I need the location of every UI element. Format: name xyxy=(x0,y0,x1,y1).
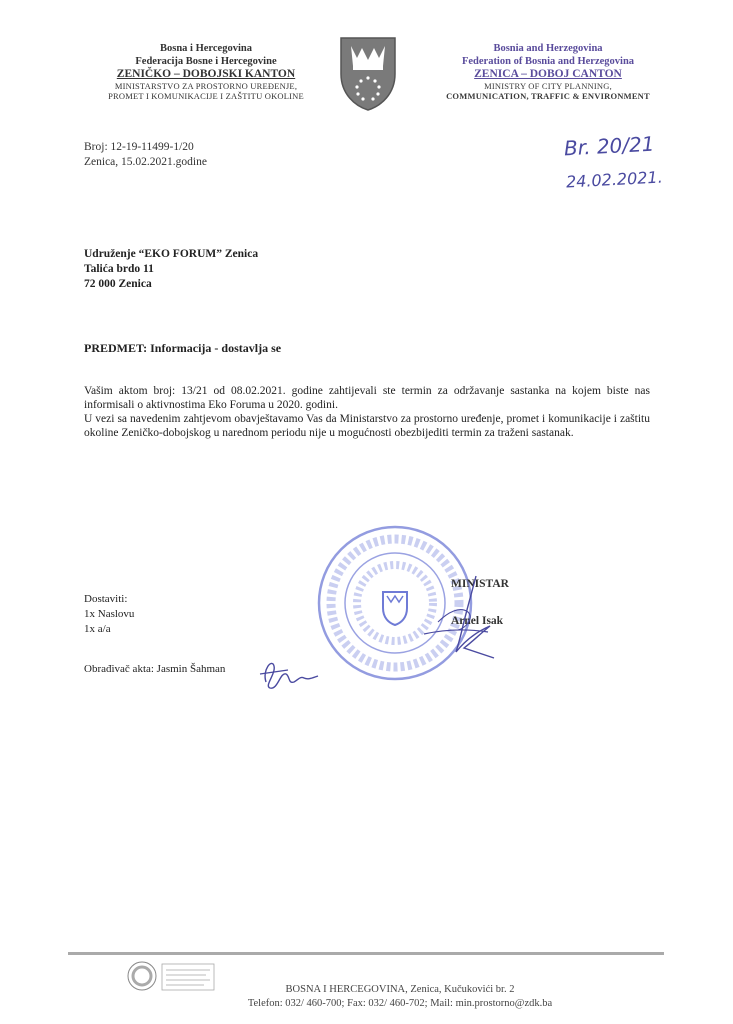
document-number: Broj: 12-19-11499-1/20 xyxy=(84,141,194,153)
minister-title: MINISTAR xyxy=(451,578,509,590)
header-right-country: Bosnia and Herzegovina xyxy=(493,43,603,54)
header-left-country: Bosna i Hercegovina xyxy=(160,43,252,54)
header-left xyxy=(70,42,342,101)
header-left-federation: Federacija Bosne i Hercegovine xyxy=(135,56,277,67)
letter-body xyxy=(84,384,650,440)
footer-contact: Telefon: 032/ 460-700; Fax: 032/ 460-702; Mail: min.prostorno@zdk.ba xyxy=(247,998,553,1009)
handwritten-reg-date: 24.02.2021. xyxy=(565,167,664,192)
footer-address: BOSNA I HERCEGOVINA, Zenica, Kučukovići br. 2 xyxy=(285,984,515,995)
header-right xyxy=(418,42,678,101)
header-left-ministry-1: MINISTARSTVO ZA PROSTORNO UREĐENJE, xyxy=(114,81,298,91)
delivery-list xyxy=(84,592,134,637)
recipient-line-2: Talića brdo 11 xyxy=(84,263,154,275)
handwritten-reg-number: Br. 20/21 xyxy=(563,131,656,161)
body-paragraph-1: Vašim aktom broj: 13/21 od 08.02.2021. godine zahtijevali ste termin za održavanje sastanka na kojem biste nas informisali o aktivnostima Eko Foruma u 2020. godini. xyxy=(84,385,650,411)
recipient-address xyxy=(84,247,258,292)
delivery-title: Dostaviti: xyxy=(84,593,128,605)
recipient-line-3: 72 000 Zenica xyxy=(84,278,152,290)
minister-name: Arnel Isak xyxy=(451,615,504,627)
document-meta xyxy=(84,140,207,170)
footer-divider xyxy=(68,952,664,955)
minister-signature xyxy=(418,572,508,667)
body-paragraph-2: U vezi sa navedenim zahtjevom obavještavamo Vas da Ministarstvo za prostorno uređenje, promet i komunikacije i zaštitu okoline Zeničko-dobojskog u narednom periodu nije u mogućnosti obezbijediti termin za traženi sastanak. xyxy=(84,413,650,439)
document-place-date: Zenica, 15.02.2021.godine xyxy=(84,156,207,168)
header-right-federation: Federation of Bosnia and Herzegovina xyxy=(461,56,635,67)
delivery-item-1: 1x Naslovu xyxy=(84,608,135,620)
header-left-canton: ZENIČKO – DOBOJSKI KANTON xyxy=(116,68,296,80)
delivery-item-2: 1x a/a xyxy=(84,623,111,635)
prepared-by: Obrađivač akta: Jasmin Šahman xyxy=(84,663,226,675)
subject: PREDMET: Informacija - dostavlja se xyxy=(84,341,282,355)
recipient-line-1: Udruženje “EKO FORUM” Zenica xyxy=(84,248,259,260)
coat-of-arms-icon xyxy=(337,36,399,117)
header-right-ministry-2: COMMUNICATION, TRAFFIC & ENVIRONMENT xyxy=(446,91,650,101)
header-right-ministry-1: MINISTRY OF CITY PLANNING, xyxy=(484,81,612,91)
header-right-canton: ZENICA – DOBOJ CANTON xyxy=(474,68,622,80)
footer xyxy=(190,983,610,1011)
preparer-signature xyxy=(258,652,324,697)
header-left-ministry-2: PROMET I KOMUNIKACIJE I ZAŠTITU OKOLINE xyxy=(108,91,304,101)
